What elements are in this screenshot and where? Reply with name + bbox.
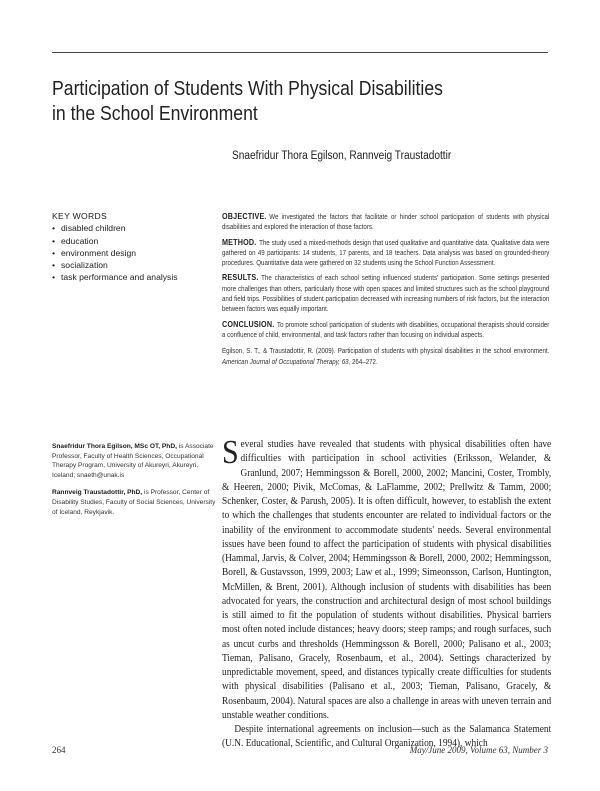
page-footer (52, 745, 548, 755)
objective-text: We investigated the factors that facilitate or hinder school participation of students with physical disabilities and explored the interaction of those factors. (222, 214, 550, 232)
paragraph-1-text: everal studies have revealed that students with physical disabilities often have difficulties with participation in school activities (Eriksson, Welander, & Granlund, 2007; Hemmingsson & Borell, 2000, 2002; Mancini, Coster, Trombly, & Heeren, 2000; Pivik, McComas, & LaFlamme, 2002; Prellwitz & Tamm, 2000; Schenker, Coster, & Parush, 2005). It is often difficult, however, to establish the extent to which the challenges that students encounter are related to individual factors or the inability of the environment to accommodate students' needs. Several environmental issues have been found to affect the participation of students with physical disabilities (Hammal, Jarvis, & Colver, 2004; Hemmingsson & Borell, 2000, 2002; Hemmingsson, Borell, & Gustavsson, 1999, 2003; Law et al., 1999; Simeonsson, Carlson, Huntington, McMillen, & Brent, 2001). Although inclusion of students with disabilities has been advocated for years, the construction and architectural design of most school buildings is still aimed to fit the population of students without disabilities. Physical barriers most often noted include distances; heavy doors; steep ramps; and rough surfaces, such as uncut curbs and thresholds (Hemmingsson & Borell, 2000; Palisano et al., 2003; Tieman, Palisano, Gracely, Rosenbaum, et al., 2004). Settings characterized by unpredictable movement, speed, and distances typically create difficulties for students with physical disabilities (Palisano et al., 2003; Tieman, Palisano, Gracely, & Rosenbaum, 2004). Natural spaces are also a challenge in areas with uneven terrain and unstable weather conditions. (222, 439, 552, 721)
body-paragraph-2: Despite international agreements on inclusion—such as the Salamanca Statement (U.N. Educational, Scientific, and Cultural Organization, 1994), which (222, 724, 552, 750)
results-text: The characteristics of each school setting influenced students' participation. Some settings presented more challenges than others, particularly those with open spaces and limited structures such as the school playground and field trips. Possibilities of student participation decreased with increasing numbers of risk factors, but the interaction between factors was equally important. (222, 275, 550, 314)
article-title (52, 76, 482, 126)
abstract-results (222, 273, 549, 315)
citation-authors: Egilson, S. T., & Traustadottir, R. (2009). Participation of students with physical disabilities in the school environment. (222, 348, 550, 356)
keywords-list (52, 222, 222, 283)
drop-cap: S (222, 434, 239, 471)
keywords-heading: KEY WORDS (52, 211, 108, 221)
abstract-method (222, 238, 549, 270)
conclusion-heading: CONCLUSION. (222, 319, 275, 329)
objective-heading: OBJECTIVE. (222, 212, 267, 221)
abstract-conclusion (222, 320, 549, 342)
results-heading: RESULTS. (222, 273, 259, 283)
method-text: The study used a mixed-methods design that used qualitative and quantitative data. Qualitative data were gathered on 49 participants: 14 students, 17 parents, and 18 teachers. Data analysis was based on grounded-theory procedures. Quantitative data were gathered on 32 students using the School Function Assessment. (222, 239, 550, 268)
page-number: 264 (52, 745, 66, 755)
affiliation-name: Rannveig Traustadottir, PhD, (52, 489, 143, 497)
author-affiliations (52, 442, 217, 525)
issue-info: May/June 2009, Volume 63, Number 3 (409, 745, 548, 755)
citation-pages: 264–272. (352, 358, 378, 366)
body-paragraph-1 (222, 434, 552, 723)
keywords-box (52, 210, 222, 284)
affiliation-text: is Associate Professor, Faculty of Health Sciences, Occupational Therapy Program, University of Akureyri, Akureyri, Iceland; snaeth@unak.is (52, 443, 214, 479)
conclusion-text: To promote school participation of students with disabilities, occupational therapists should consider a confluence of child, environmental, and task factors rather than focusing on individual aspects. (222, 321, 550, 339)
affiliation-name: Snaefridur Thora Egilson, MSc OT, PhD, (52, 443, 177, 450)
affiliation-text: is Professor, Center of Disability Studies, Faculty of Social Sciences, University of Iceland, Reykjavik. (52, 489, 216, 516)
keyword-item: • disabled children (52, 222, 222, 234)
abstract (222, 212, 549, 372)
citation (222, 347, 549, 368)
method-heading: METHOD. (222, 237, 257, 247)
affiliation-2 (52, 488, 217, 517)
keyword-item: • education (52, 235, 222, 247)
affiliation-1 (52, 442, 217, 480)
citation-journal: American Journal of Occupational Therapy, 63, (222, 358, 351, 366)
title-line-2: in the School Environment (52, 101, 258, 125)
keyword-item: • environment design (52, 247, 222, 259)
top-rule (52, 52, 548, 53)
title-line-1: Participation of Students With Physical Disabilities (52, 76, 443, 100)
author-line: Snaefridur Thora Egilson, Rannveig Traustadottir (232, 150, 452, 162)
keyword-item: • task performance and analysis (52, 271, 222, 283)
body-text (222, 434, 552, 752)
keyword-item: • socialization (52, 259, 222, 271)
abstract-objective (222, 212, 549, 234)
